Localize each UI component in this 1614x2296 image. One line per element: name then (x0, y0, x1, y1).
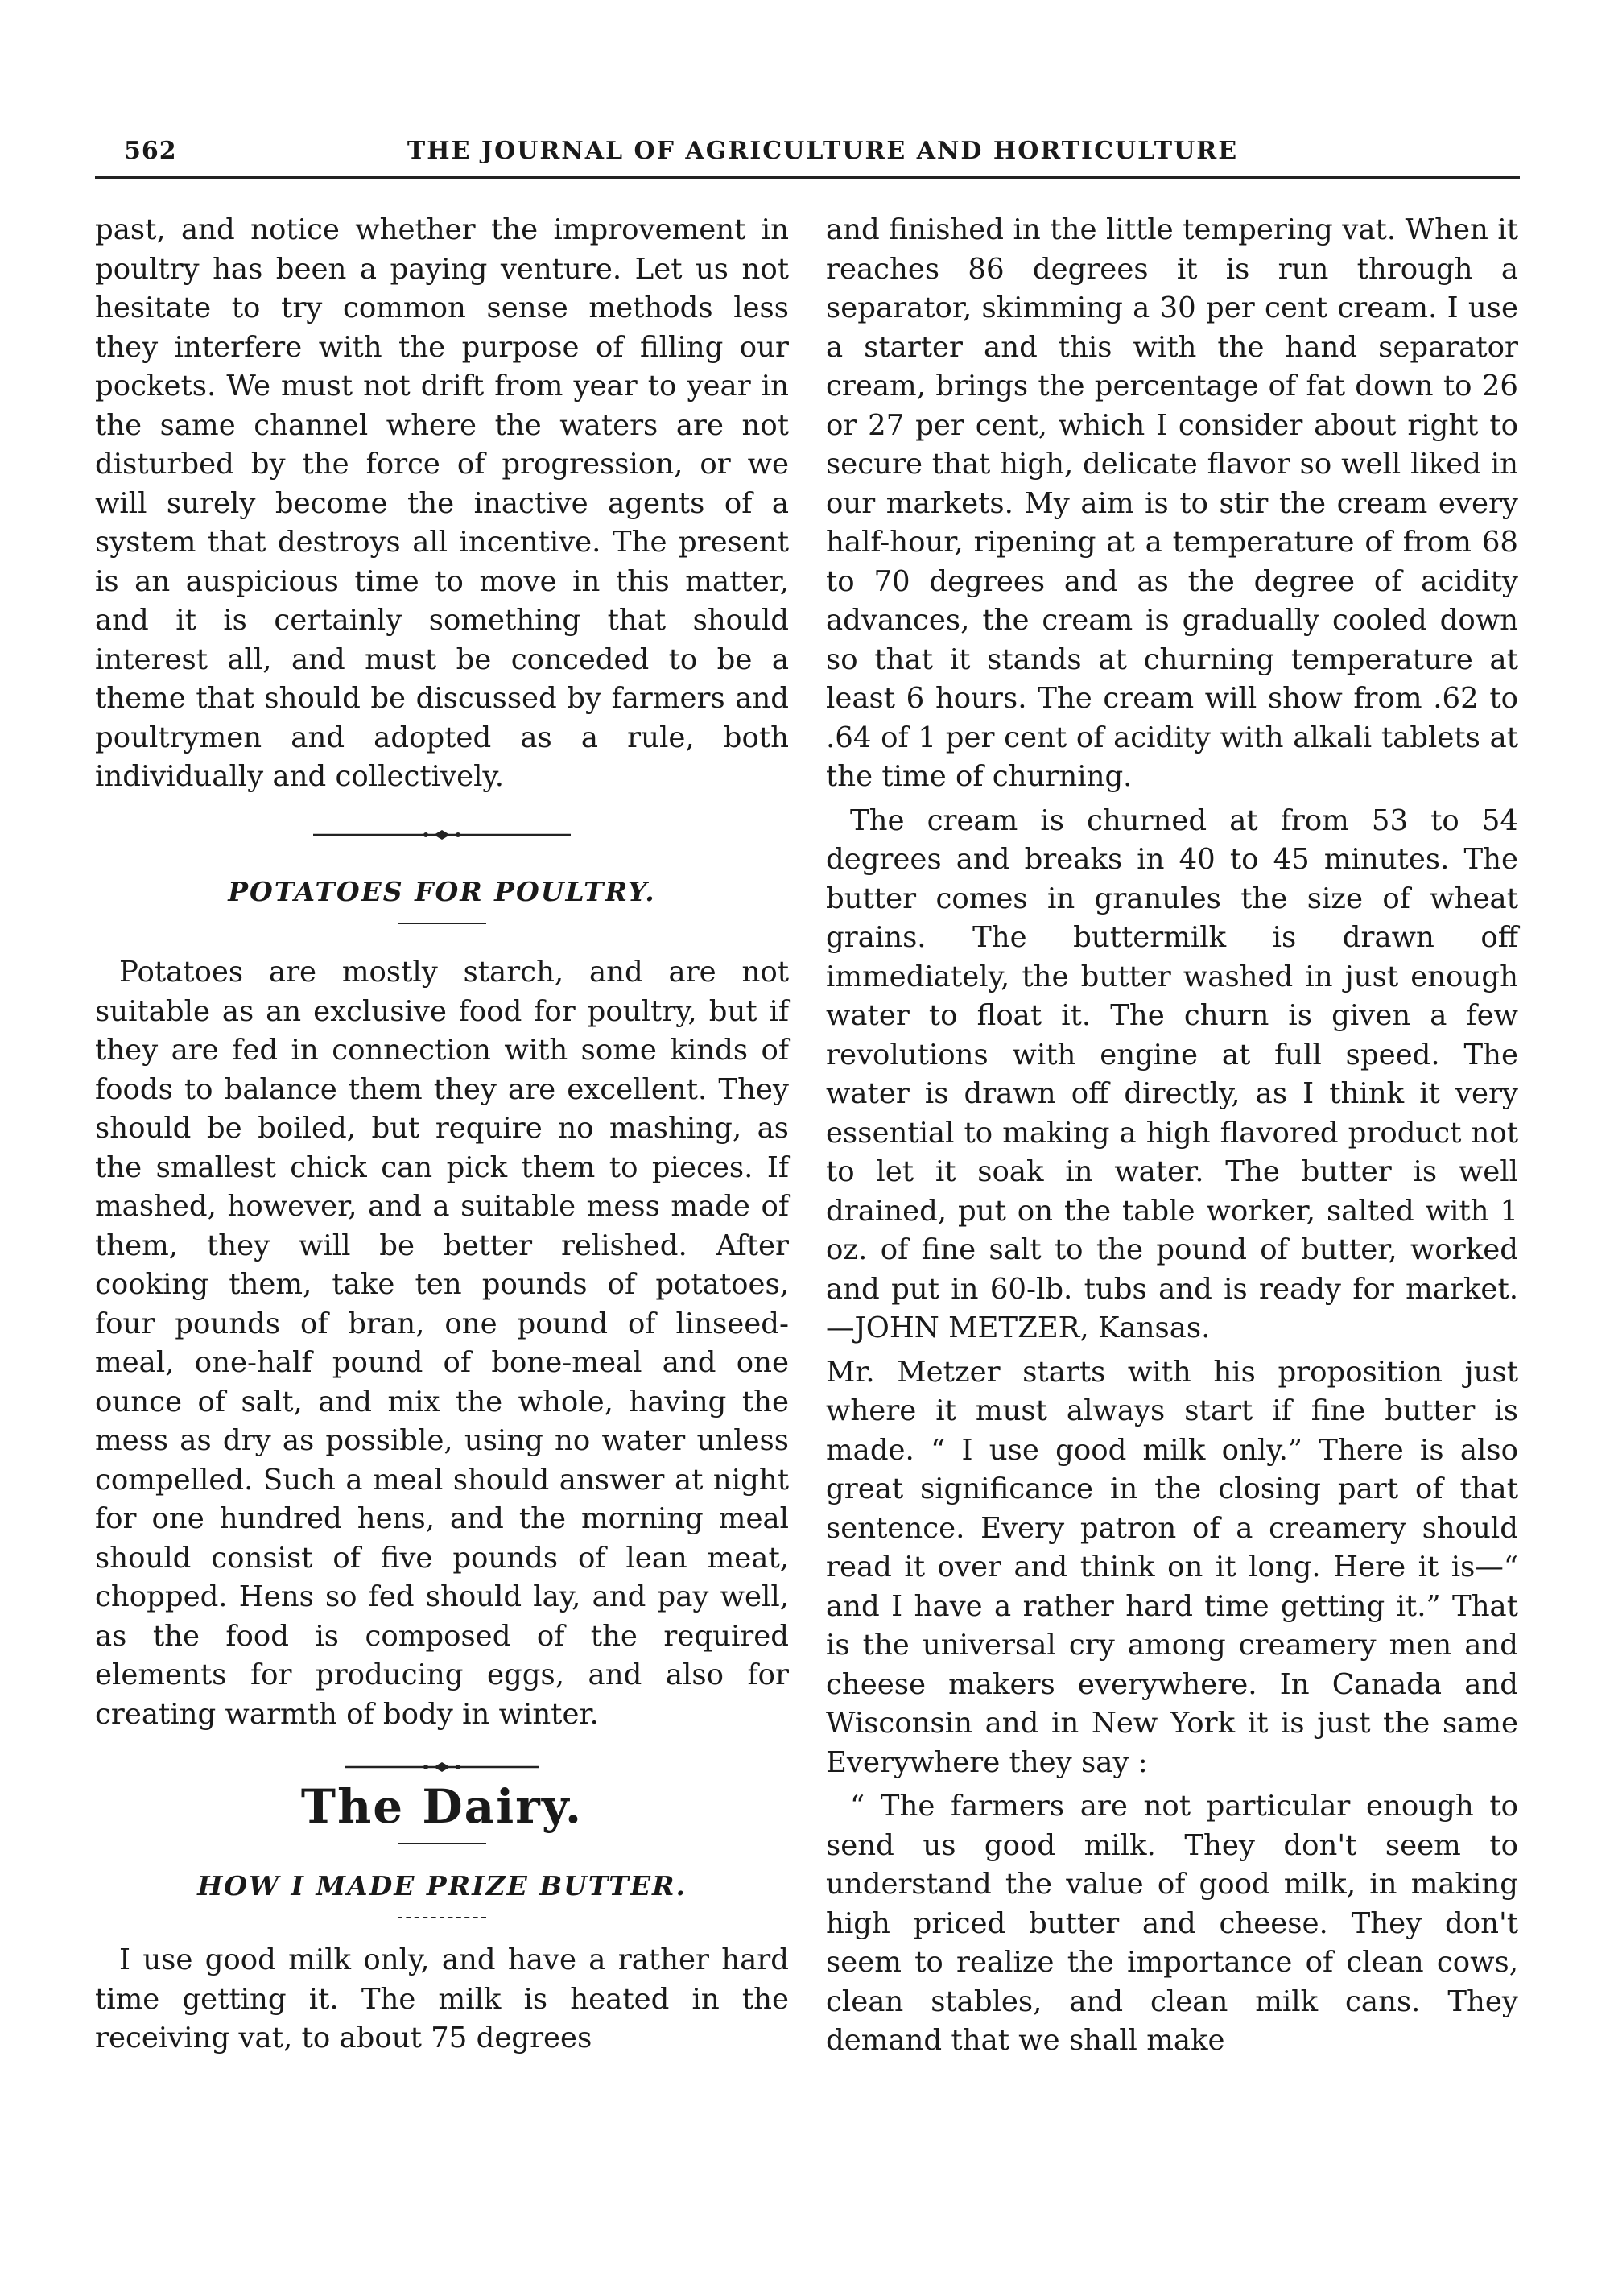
title-underline (398, 923, 486, 924)
section-title-potatoes: POTATOES FOR POULTRY. (228, 875, 656, 907)
farmers-quote-paragraph: “ The farmers are not particular enough to send us good milk. They don't seem to understand the value of good milk, in making high priced butter and cheese. They don't seem to realize the importance of clean cows, clean stables, and clean milk cans. They demand that we shall make (826, 1790, 1518, 2057)
department-heading: The Dairy. (300, 1779, 584, 1834)
department-underline (398, 1843, 486, 1844)
ornament-divider (345, 1761, 539, 1773)
commentary-paragraph: Mr. Metzer starts with his proposition just where it must always start if fine butter is made. “ I use good milk only.” There is also great significance in the closing part of that sentence. Every patron of a creamery should read it over and think on it long. Here it is—“ and I have a rather hard time getting it.” That is the universal cry among creamery men and cheese makers everywhere. In Canada and Wisconsin and in New York it is just the same Everywhere they say : (826, 1355, 1518, 1779)
butter-paragraph: I use good milk only, and have a rather hard time getting it. The milk is heated in the receiving vat, to about 75 degrees (95, 1943, 789, 2054)
page-number: 562 (124, 137, 177, 165)
potatoes-paragraph: Potatoes are mostly starch, and are not suitable as an exclusive food for poultry, but if they are fed in connection with some kinds of foods to balance them they are excellent. They should be boiled, but require no mashing, as the smallest chick can pick them to pieces. If mashed, however, and a suitable mess made of them, they will be better relished. After cooking them, take ten pounds of potatoes, four pounds of bran, one pound of linseed-meal, one-half pound of bone-meal and one ounce of salt, and mix the whole, having the mess as dry as possible, using no water unless compelled. Such a meal should answer at night for one hundred hens, and the morning meal should consist of five pounds of lean meat, chopped. Hens so fed should lay, and pay well, as the food is composed of the required elements for producing eggs, and also for creating warmth of body in winter. (95, 956, 789, 1731)
intro-paragraph: past, and notice whether the improvement in poultry has been a paying venture. Let us not hesitate to try common sense methods less they interfere with the purpose of filling our pockets. We must not drift from year to year in the same channel where the waters are not disturbed by the force of progression, or we will surely become the inactive agents of a system that destroys all incentive. The present is an auspicious time to move in this matter, and it is certainly something that should interest all, and must be conceded to be a theme that should be discussed by farmers and poultrymen and adopted as a rule, both individually and collectively. (95, 213, 789, 793)
butter-continued-paragraph: and finished in the little tempering vat. When it reaches 86 degrees it is run through a separator, skimming a 30 per cent cream. I use a starter and this with the hand separator cream, brings the percentage of fat down to 26 or 27 per cent, which I consider about right to secure that high, delicate flavor so well liked in our markets. My aim is to stir the cream every half-hour, ripening at a temperature of from 68 to 70 degrees and as the degree of acidity advances, the cream is gradually cooled down so that it stands at churning temperature at least 6 hours. The cream will show from .62 to .64 of 1 per cent of acidity with alkali tablets at the time of churning. (826, 213, 1518, 793)
ornament-divider (313, 829, 571, 840)
journal-title: THE JOURNAL OF AGRICULTURE AND HORTICULTURE (407, 137, 1239, 165)
left-column (95, 211, 789, 2059)
churning-paragraph: The cream is churned at from 53 to 54 degrees and breaks in 40 to 45 minutes. The butter comes in granules the size of wheat grains. The buttermilk is drawn off immediately, the butter washed in just enough water to float it. The churn is given a few revolutions with engine at full speed. The water is drawn off directly, as I think it very essential to making a high flavored product not to let it soak in water. The butter is well drained, put on the table worker, salted with 1 oz. of fine salt to the pound of butter, worked and put in 60-lb. tubs and is ready for market. —JOHN METZER, Kansas. (826, 803, 1518, 1344)
header-rule (95, 176, 1520, 179)
right-column (826, 211, 1518, 2061)
title-underline (398, 1917, 486, 1918)
page-header (95, 129, 1518, 174)
section-title-butter: HOW I MADE PRIZE BUTTER. (197, 1869, 687, 1902)
